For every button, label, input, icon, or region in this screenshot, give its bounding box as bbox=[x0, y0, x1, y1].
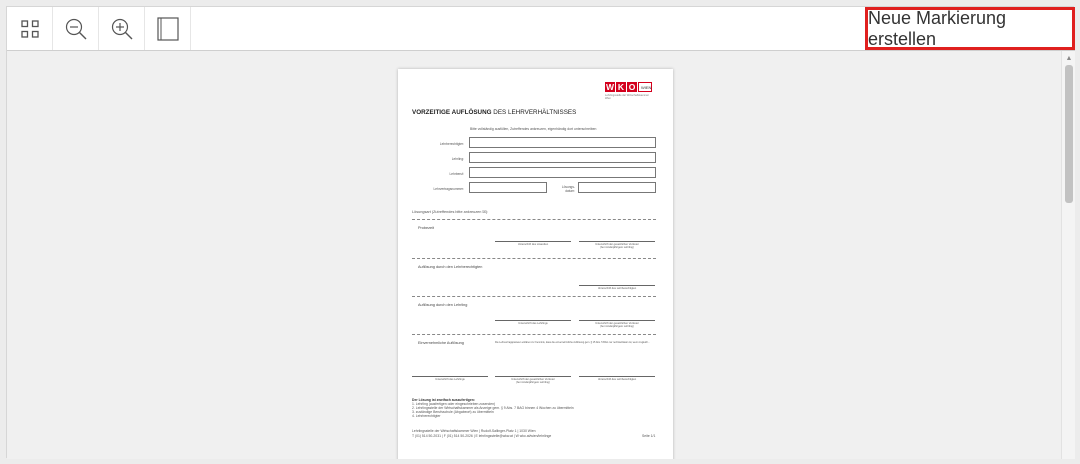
section-lehrling: Auflösung durch den Lehrling bbox=[418, 303, 468, 307]
lehrberuf-field[interactable] bbox=[469, 167, 656, 178]
signature-label: Unterschrift des Lehrlings bbox=[518, 322, 548, 325]
choice-heading: Lösungsart (Zutreffendes bitte ankreuzen ☒): bbox=[412, 210, 489, 214]
wko-logo bbox=[605, 82, 652, 92]
signature-label: Unterschrift des Lehrlings bbox=[435, 378, 465, 381]
logo-letter: O bbox=[628, 82, 636, 92]
footer-line: 3. zuständige Berufsschule (Abgabeort) zu übermitteln bbox=[412, 410, 494, 414]
signature-line bbox=[495, 376, 571, 377]
signature-line bbox=[495, 241, 571, 242]
loesungsdatum-field[interactable] bbox=[578, 182, 656, 193]
viewer-frame bbox=[6, 6, 1074, 458]
field-label: Lehrberuf: bbox=[449, 172, 464, 176]
signature-label: Unterschrift des Lehrberechtigten bbox=[597, 378, 637, 381]
logo-subtitle: Lehrlingsstelle der Wirtschaftskammer Wien bbox=[605, 94, 649, 100]
section-probezeit: Probezeit bbox=[418, 226, 435, 230]
zoom-in-button[interactable] bbox=[99, 7, 145, 50]
page-icon bbox=[157, 17, 179, 41]
field-label: Lehrberechtigter: bbox=[439, 142, 464, 146]
page-view-button[interactable] bbox=[145, 7, 191, 50]
signature-label: Unterschrift des Lehrberechtigten bbox=[597, 287, 637, 290]
zoom-in-icon bbox=[110, 17, 134, 41]
signature-line bbox=[579, 241, 655, 242]
contact-line: T (01) 514 50-2031 | F (01) 514 50-2026 | E lehrlingsstelle@wkw.at | W wko.at/wien/lehrlinge bbox=[412, 434, 552, 438]
lehrvertragsnummer-field[interactable] bbox=[469, 182, 547, 193]
signature-line bbox=[495, 320, 571, 321]
document-title: VORZEITIGE AUFLÖSUNG DES LEHRVERHÄLTNISSES bbox=[412, 109, 577, 116]
create-marking-button[interactable]: Neue Markierung erstellen bbox=[865, 7, 1075, 50]
logo-letter: K bbox=[617, 82, 625, 92]
ev-note: Die Lehrvertragsparteien erklären zur Kenntnis, dass die einvernehmliche Auflösung gem. § 15 Abs. 5 BAG nur rechtswirksam ist, wenn zugleich... bbox=[495, 341, 650, 344]
field-label: Lehrling: bbox=[451, 157, 464, 161]
scroll-thumb[interactable] bbox=[1065, 65, 1073, 203]
logo-letter: W bbox=[605, 82, 615, 92]
divider bbox=[412, 334, 656, 335]
section-einvernehmlich: Einvernehmliche Auflösung bbox=[418, 341, 464, 345]
lehrberechtigter-field[interactable] bbox=[469, 137, 656, 148]
footer-line: 1. Lehrling (ausfertigen oder eingeschrieben zusenden) bbox=[412, 402, 496, 406]
address-line: Lehrlingsstelle der Wirtschaftskammer Wien | Rudolf-Sallinger-Platz 1 | 1030 Wien bbox=[412, 429, 536, 433]
logo-word: WIEN bbox=[638, 82, 652, 92]
vertical-scrollbar[interactable] bbox=[1061, 51, 1075, 459]
grid-icon bbox=[21, 20, 39, 38]
signature-line bbox=[579, 285, 655, 286]
field-label: Lehrvertragsnummer: bbox=[433, 187, 464, 191]
signature-line bbox=[412, 376, 488, 377]
footer-line: 2. Lehrlingsstelle der Wirtschaftskammer als Anzeige gem. § 9 Abs. 7 BAG binnen 4 Wochen zu übermitteln bbox=[412, 406, 574, 410]
footer-line: 4. Lehrberechtigter bbox=[412, 414, 441, 418]
document-viewport[interactable] bbox=[7, 51, 1075, 459]
page-number: Seite 1/1 bbox=[642, 434, 656, 438]
signature-label: Unterschrift der gesetzlichen Vertreter (bei minderjährigem Lehrling) bbox=[595, 243, 639, 250]
zoom-out-button[interactable] bbox=[53, 7, 99, 50]
signature-label: Unterschrift des Lösenden bbox=[517, 243, 549, 246]
signature-line bbox=[579, 376, 655, 377]
signature-line bbox=[579, 320, 655, 321]
divider bbox=[412, 258, 656, 259]
instruction-text: Bitte vollständig ausfüllen, Zutreffendes ankreuzen, eigenhändig dort unterschreiben bbox=[470, 127, 597, 131]
field-label: Lösungs- datum: bbox=[561, 185, 575, 193]
thumbnail-grid-button[interactable] bbox=[7, 7, 53, 50]
divider bbox=[412, 219, 656, 220]
document-page bbox=[398, 69, 673, 459]
zoom-out-icon bbox=[64, 17, 88, 41]
toolbar bbox=[7, 7, 1075, 51]
section-lehrberechtigter: Auflösung durch den Lehrberechtigten bbox=[418, 265, 483, 269]
lehrling-field[interactable] bbox=[469, 152, 656, 163]
divider bbox=[412, 296, 656, 297]
scroll-up-arrow-icon[interactable]: ▲ bbox=[1065, 54, 1073, 62]
footer-heading: Der Lösung ist zweifach auszufertigen: bbox=[412, 398, 475, 402]
signature-label: Unterschrift der gesetzlichen Vertreter (bei minderjährigem Lehrling) bbox=[595, 322, 639, 329]
signature-label: Unterschrift der gesetzlichen Vertreter (bei minderjährigem Lehrling) bbox=[511, 378, 555, 385]
